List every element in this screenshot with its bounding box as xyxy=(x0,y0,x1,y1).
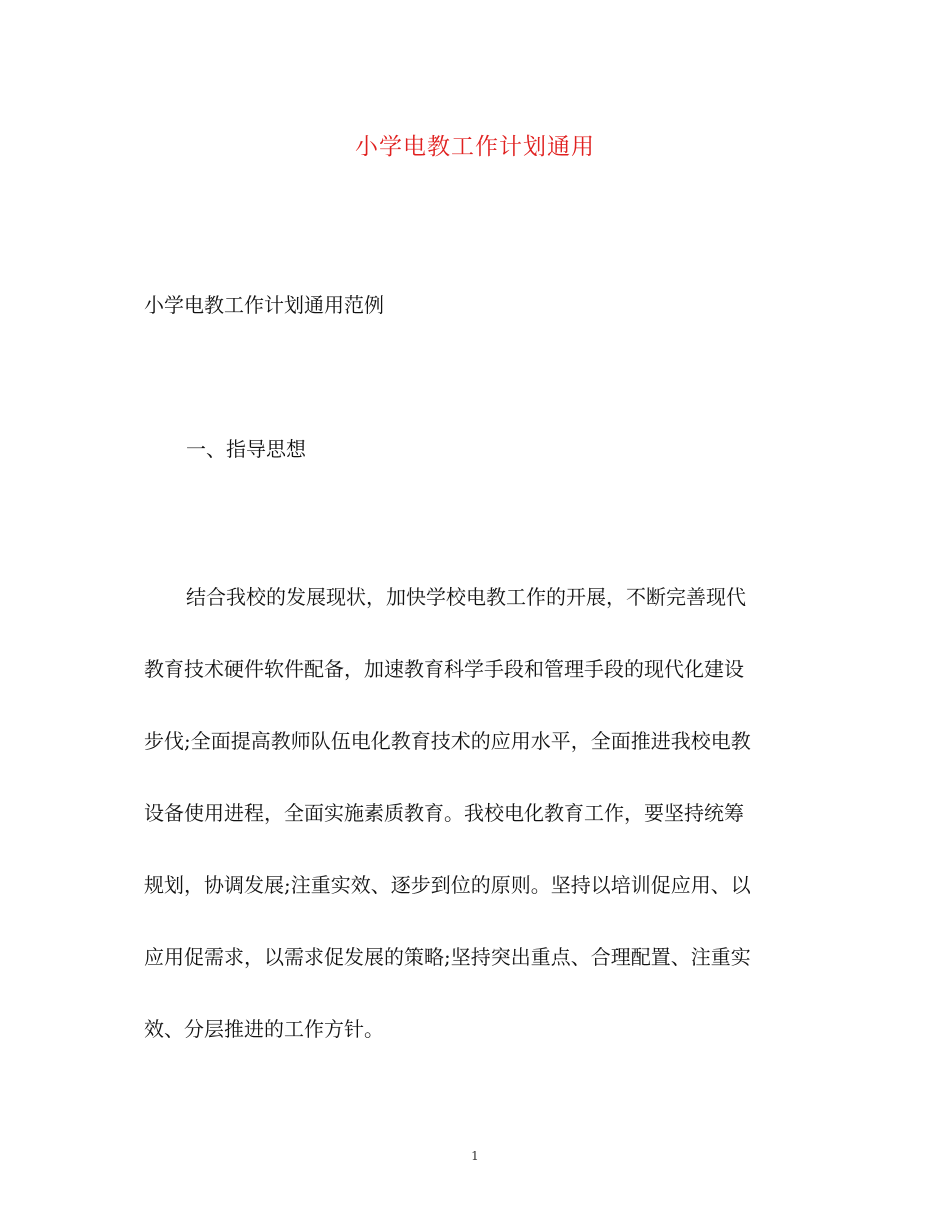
section-heading: 一、指导思想 xyxy=(186,437,306,461)
document-subtitle: 小学电教工作计划通用范例 xyxy=(144,293,384,317)
document-title: 小学电教工作计划通用 xyxy=(355,134,595,160)
paragraph-line: 步伐;全面提高教师队伍电化教育技术的应用水平，全面推进我校电教 xyxy=(144,729,751,753)
paragraph-line: 应用促需求，以需求促发展的策略;坚持突出重点、合理配置、注重实 xyxy=(144,945,751,969)
paragraph-line: 效、分层推进的工作方针。 xyxy=(144,1017,384,1041)
paragraph-line: 规划，协调发展;注重实效、逐步到位的原则。坚持以培训促应用、以 xyxy=(144,873,751,897)
page-number: 1 xyxy=(471,1149,479,1163)
paragraph-line: 设备使用进程，全面实施素质教育。我校电化教育工作，要坚持统筹 xyxy=(144,801,744,825)
paragraph-line: 结合我校的发展现状，加快学校电教工作的开展，不断完善现代 xyxy=(186,585,746,609)
paragraph-line: 教育技术硬件软件配备，加速教育科学手段和管理手段的现代化建设 xyxy=(144,657,744,681)
